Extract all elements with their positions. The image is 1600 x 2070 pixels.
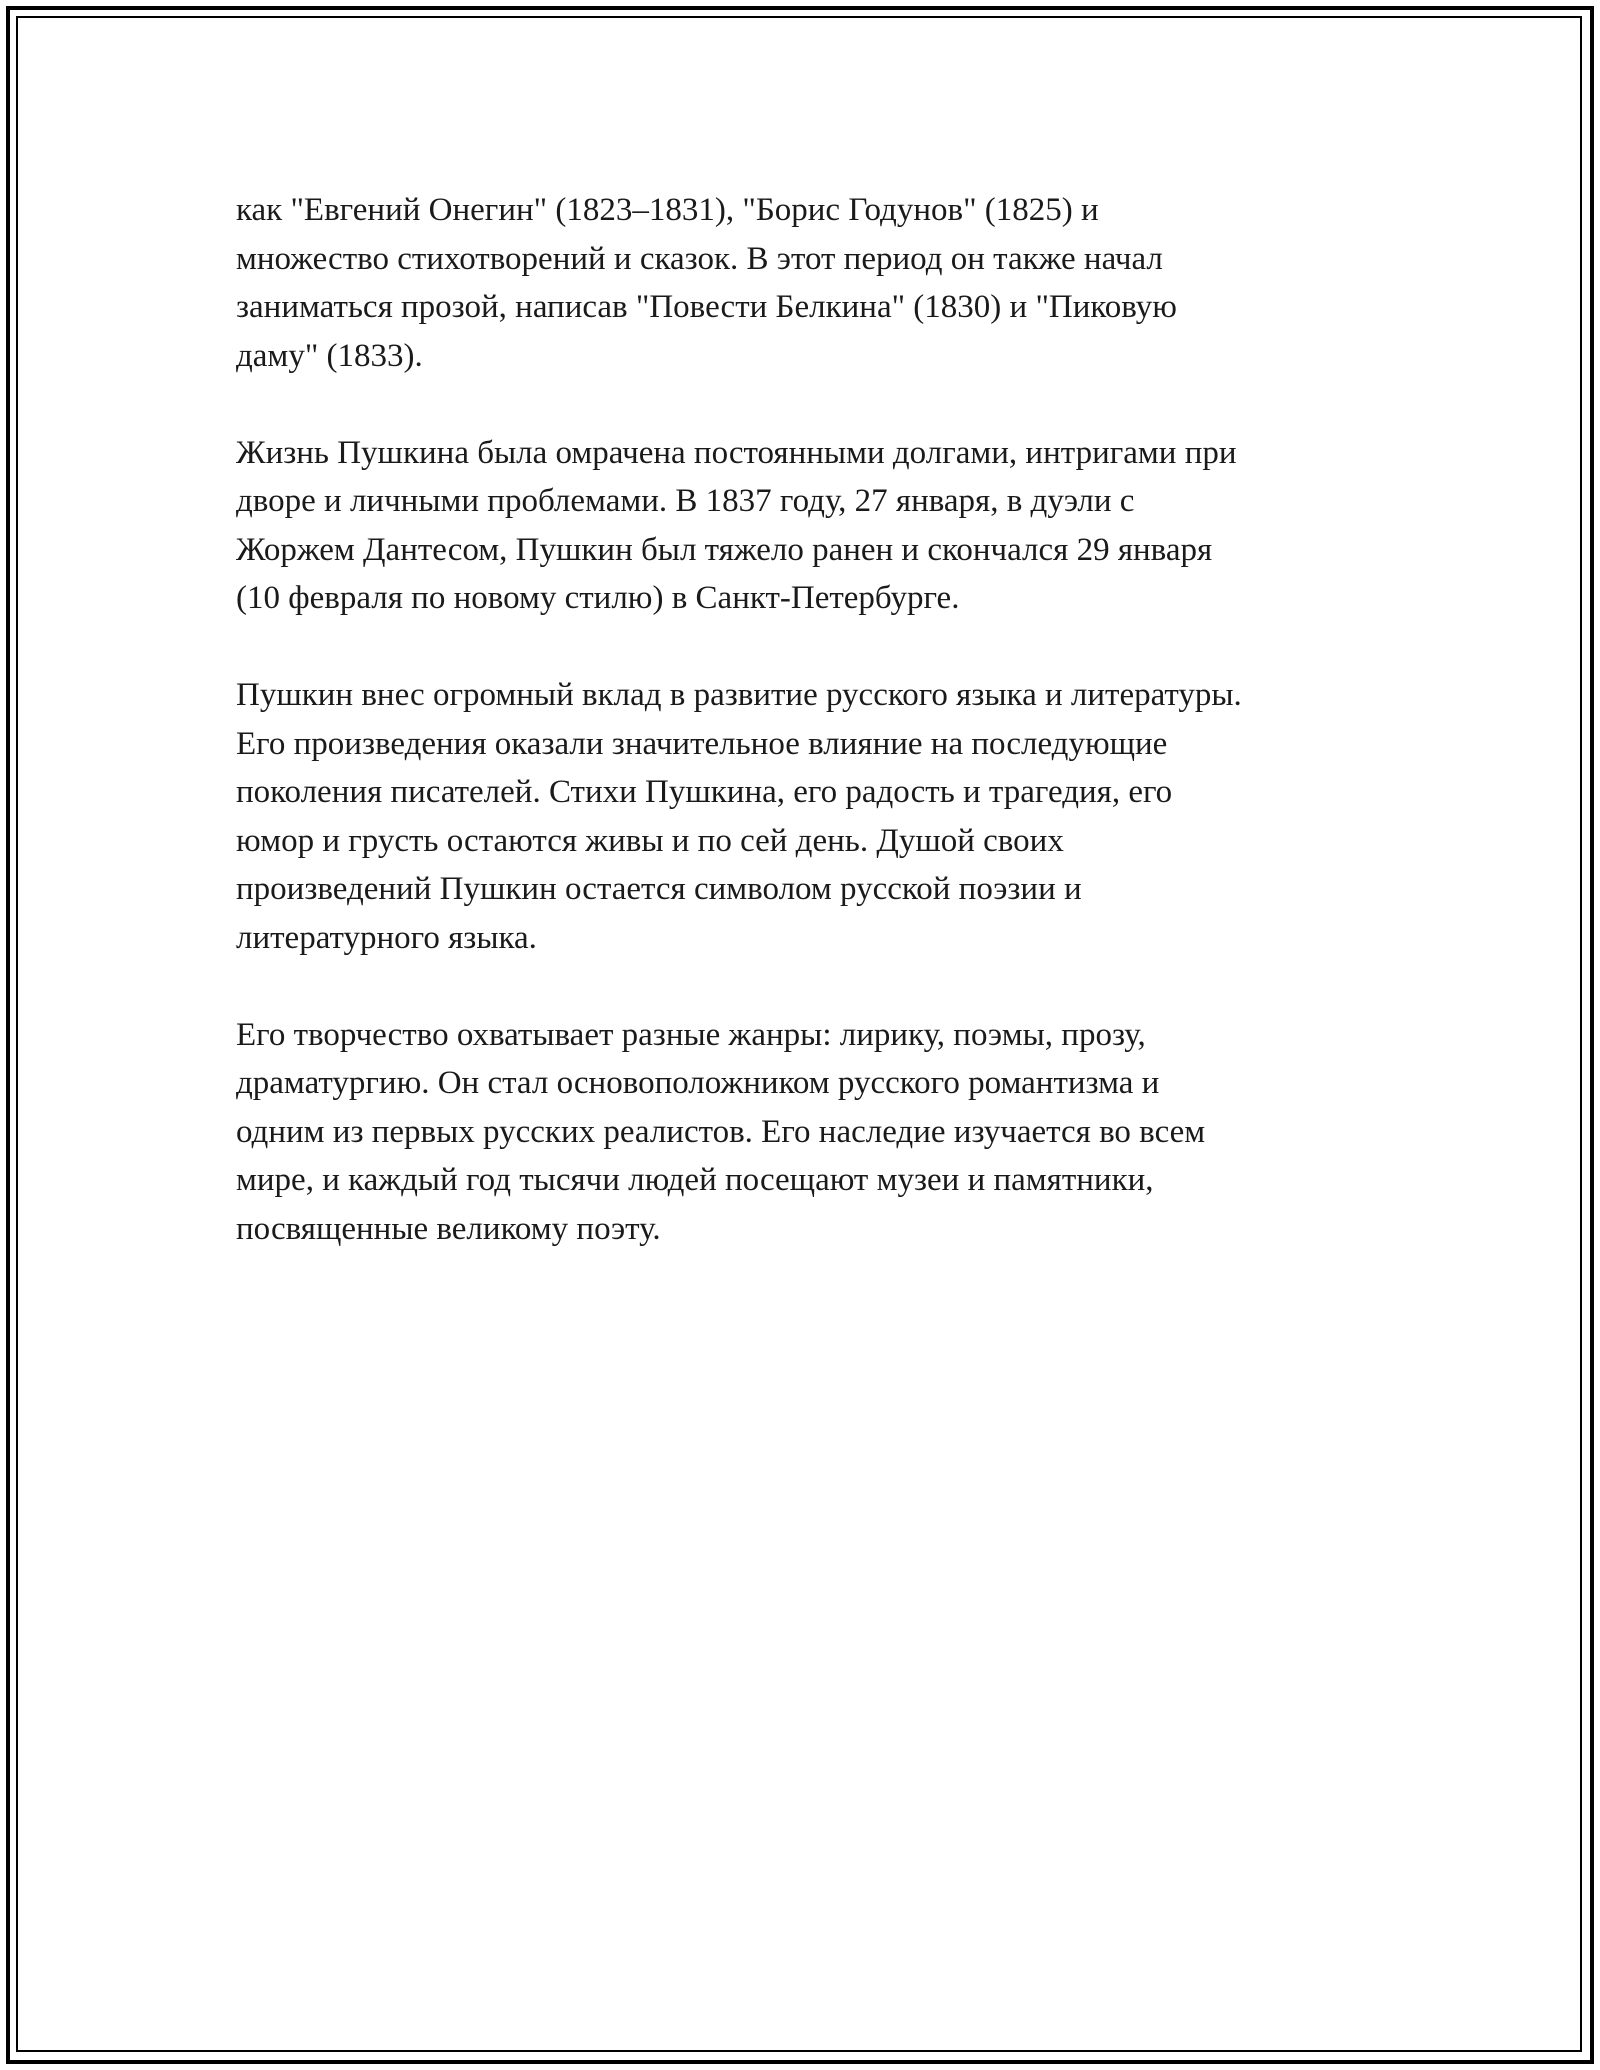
text-line: одним из первых русских реалистов. Его наследие изучается во всем <box>236 1113 1206 1150</box>
text-line: Его творчество охватывает разные жанры: лирику, поэмы, прозу, <box>236 1016 1146 1053</box>
text-line: произведений Пушкин остается символом русской поэзии и <box>236 871 1082 907</box>
document-body <box>236 186 1376 1302</box>
text-line: заниматься прозой, написав "Повести Белкина" (1830) и "Пиковую <box>236 289 1177 325</box>
text-line: множество стихотворений и сказок. В этот период он также начал <box>236 240 1163 277</box>
text-line: дворе и личными проблемами. В 1837 году, 27 января, в дуэли с <box>236 483 1135 519</box>
text-line: Пушкин внес огромный вклад в развитие русского языка и литературы. <box>236 677 1242 713</box>
text-line: (10 февраля по новому стилю) в Санкт-Петербурге. <box>236 580 960 616</box>
paragraph-genres <box>236 1011 1376 1254</box>
text-line: Жизнь Пушкина была омрачена постоянными долгами, интригами при <box>236 434 1237 471</box>
text-line: мире, и каждый год тысячи людей посещают музеи и памятники, <box>236 1162 1154 1198</box>
text-line: юмор и грусть остаются живы и по сей день. Душой своих <box>236 822 1064 859</box>
text-line: посвященные великому поэту. <box>236 1210 661 1247</box>
text-line: Жоржем Дантесом, Пушкин был тяжело ранен и скончался 29 января <box>236 531 1213 568</box>
paragraph-death <box>236 429 1376 623</box>
text-line: литературного языка. <box>236 919 537 956</box>
text-line: драматургию. Он стал основоположником русского романтизма и <box>236 1065 1160 1101</box>
paragraph-works <box>236 186 1376 380</box>
paragraph-legacy <box>236 671 1376 962</box>
text-line: даму" (1833). <box>236 337 423 374</box>
text-line: поколения писателей. Стихи Пушкина, его радость и трагедия, его <box>236 774 1173 810</box>
text-line: как "Евгений Онегин" (1823–1831), "Борис Годунов" (1825) и <box>236 192 1099 228</box>
text-line: Его произведения оказали значительное влияние на последующие <box>236 725 1168 762</box>
